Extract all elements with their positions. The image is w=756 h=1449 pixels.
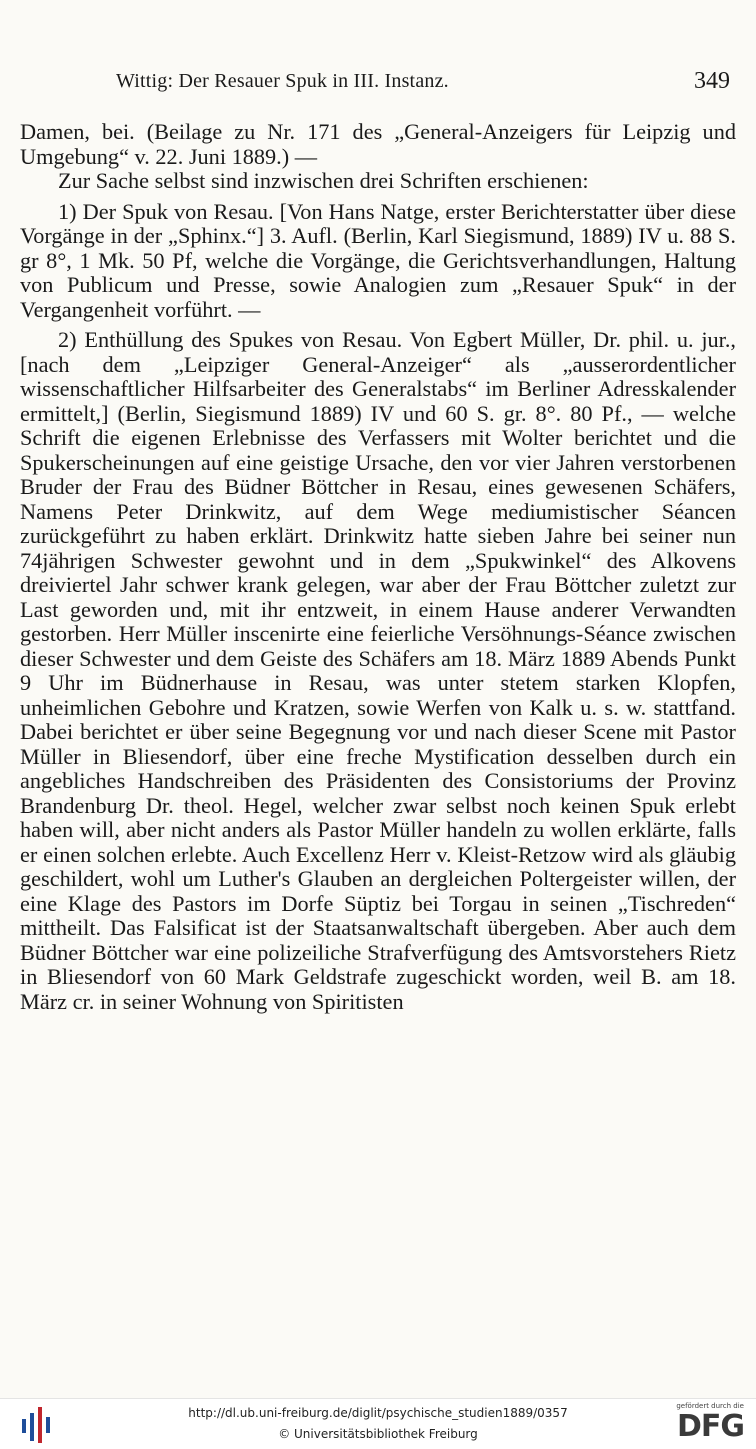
dfg-logo-icon (666, 1402, 746, 1446)
paragraph-2: Zur Sache selbst sind inzwischen drei Schriften erschienen: (58, 168, 589, 193)
dfg-wordmark: DFG (676, 1409, 744, 1444)
paragraph-4: 2) Enthüllung des Spukes von Resau. Von Egbert Müller, Dr. phil. u. jur., [nach dem „Leipziger General-Anzeiger“ als „ausserordentlicher wissenschaftlicher Hilfsarbeiter des Generalstabs“ im Berliner Adresskalender ermittelt,] (Berlin, Siegismund 1889) IV und 60 S. gr. 8°. 80 Pf., — welche Schrift die eigenen Erlebnisse des Verfassers mit Wolter berichtet und die Spukerscheinungen auf eine geistige Ursache, den vor vier Jahren verstorbenen Bruder der Frau des Büdner Böttcher in Resau, eines gewesenen Schäfers, Namens Peter Drinkwitz, auf dem Wege mediumistischer Séancen zurückgeführt zu haben erklärt. Drinkwitz hatte sieben Jahre bei seiner nun 74jährigen Schwester gewohnt und in dem „Spukwinkel“ des Alkovens dreiviertel Jahr schwer krank gelegen, war aber der Frau Böttcher zuletzt zur Last geworden und, mit ihr entzweit, in einem Hause anderer Verwandten gestorben. Herr Müller inscenirte eine feierliche Versöhnungs-Séance zwischen dieser Schwester und dem Geiste des Schäfers am 18. März 1889 Abends Punkt 9 Uhr im Büdnerhause in Resau, was unter stetem starken Klopfen, unheimlichen Gebohre und Kratzen, sowie Werfen von Kalk u. s. w. stattfand. Dabei berichtet er über seine Begegnung vor und nach dieser Scene mit Pastor Müller in Bliesendorf, über eine freche Mystification desselben durch ein angebliches Handschreiben des Präsidenten des Consistoriums der Provinz Brandenburg Dr. theol. Hegel, welcher zwar selbst noch keinen Spuk erlebt haben will, aber nicht anders als Pastor Müller handeln zu wollen erklärte, falls er einen solchen erlebte. Auch Excellenz Herr v. Kleist-Retzow wird als gläubig geschildert, wohl um Luther's Glauben an dergleichen Poltergeister willen, der eine Klage des Pastors im Dorfe Süptiz bei Torgau in seinen „Tischreden“ mittheilt. Das Falsificat ist der Staatsanwaltschaft übergeben. Aber auch dem Büdner Böttcher war eine polizeiliche Strafverfügung des Amtsvorstehers Rietz in Bliesendorf von 60 Mark Geldstrafe zugeschickt worden, weil B. am 18. März cr. in seiner Wohnung von Spiritisten (20, 327, 736, 1014)
viewer-footer (0, 1398, 756, 1449)
paragraph-1: Damen, bei. (Beilage zu Nr. 171 des „General-Anzeigers für Leipzig und Umgebung“ v. 22. Juni 1889.) — (20, 119, 736, 169)
paragraph-3: 1) Der Spuk von Resau. [Von Hans Natge, erster Berichterstatter über diese Vorgänge in der „Sphinx.“] 3. Aufl. (Berlin, Karl Siegismund, 1889) IV u. 88 S. gr 8°, 1 Mk. 50 Pf, welche die Vorgänge, die Gerichtsverhandlungen, Haltung von Publicum und Presse, sowie Analogien zum „Resauer Spuk“ in der Vergangenheit vorführt. — (20, 198, 736, 322)
funder-caption: gefördert durch die (676, 1402, 744, 1410)
body-text (20, 120, 736, 1014)
running-head: Wittig: Der Resauer Spuk in III. Instanz. (116, 70, 449, 92)
page-header (20, 66, 736, 102)
page-number: 349 (694, 68, 730, 94)
document-url[interactable]: http://dl.ub.uni-freiburg.de/diglit/psychische_studien1889/0357 (188, 1406, 568, 1420)
copyright-notice: © Universitätsbibliothek Freiburg (278, 1427, 478, 1441)
